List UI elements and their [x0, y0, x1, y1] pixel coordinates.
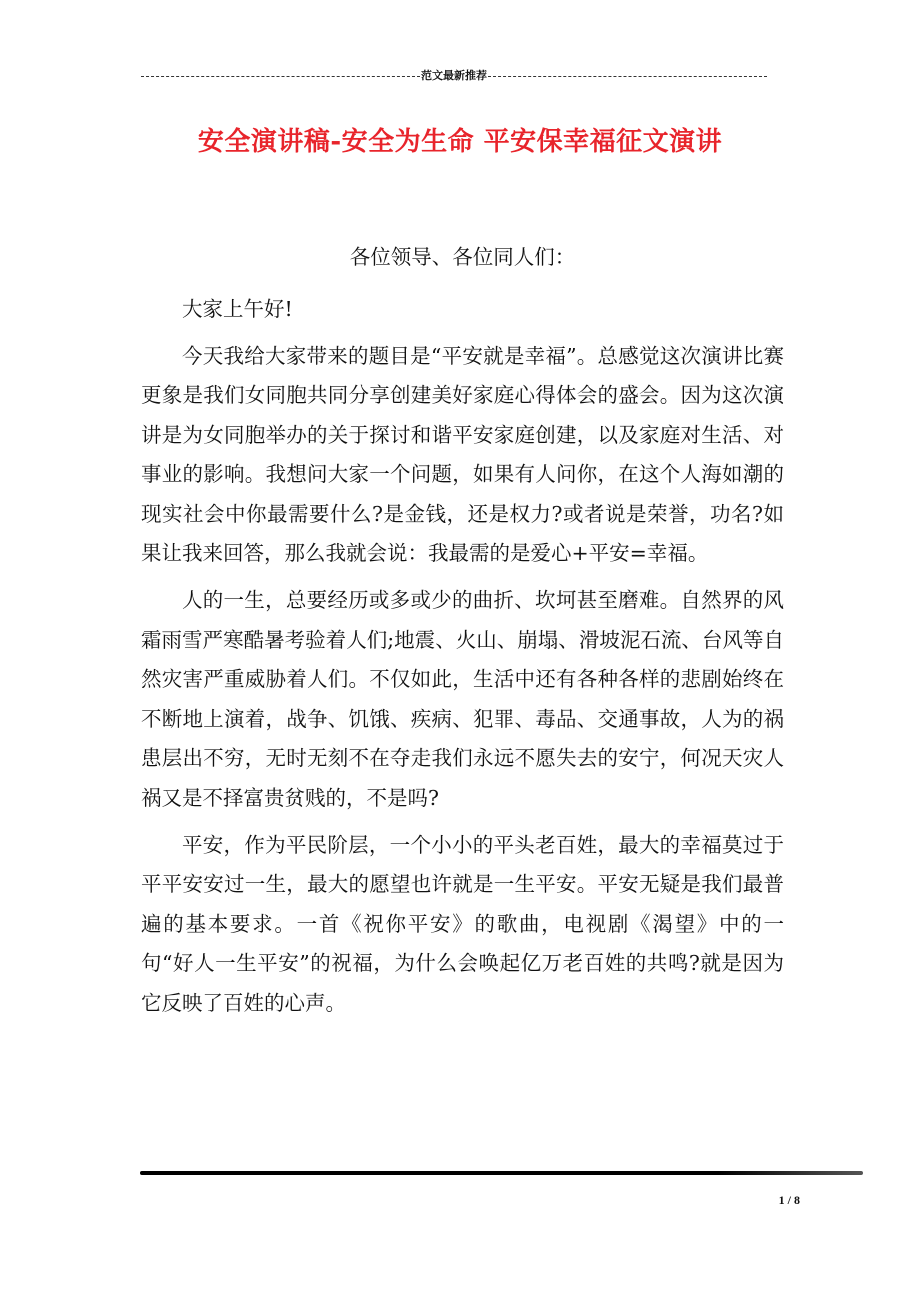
paragraph-salutation: 大家上午好!	[182, 296, 293, 321]
paragraph-peace: 平安，作为平民阶层，一个小小的平头老百姓，最大的幸福莫过于平平安安过一生，最大的愿望也许就是一生平安。平安无疑是我们最普遍的基本要求。一首《祝你平安》的歌曲，电视剧《渴望》中的一句“好人一生平安”的祝福，为什么会唤起亿万老百姓的共鸣?就是因为它反映了百姓的心声。	[141, 832, 784, 1015]
greeting: 各位领导、各位同人们：	[349, 245, 576, 269]
page-header	[140, 68, 768, 84]
document-body	[141, 238, 784, 1031]
page-number: 1 / 8	[778, 1193, 800, 1207]
paragraph-hardships: 人的一生，总要经历或多或少的曲折、坎坷甚至磨难。自然界的风霜雨雪严寒酷暑考验着人们;地震、火山、崩塌、滑坡泥石流、台风等自然灾害严重威胁着人们。不仅如此，生活中还有各种各样的悲剧始终在不断地上演着，战争、饥饿、疾病、犯罪、毒品、交通事故，人为的祸患层出不穷，无时无刻不在夺走我们永远不愿失去的安宁，何况天灾人祸又是不择富贵贫贱的，不是吗?	[141, 588, 784, 810]
header-label: 范文最新推荐	[421, 69, 487, 82]
header-dash-left	[141, 76, 420, 77]
paragraph-intro: 今天我给大家带来的题目是“平安就是幸福”。总感觉这次演讲比赛更象是我们女同胞共同分享创建美好家庭心得体会的盛会。因为这次演讲是为女同胞举办的关于探讨和谐平安家庭创建，以及家庭对生活、对事业的影响。我想问大家一个问题，如果有人问你，在这个人海如潮的现实社会中你最需要什么?是金钱，还是权力?或者说是荣誉，功名?如果让我来回答，那么我就会说：我最需的是爱心+平安=幸福。	[141, 343, 784, 565]
document-title: 安全演讲稿-安全为生命 平安保幸福征文演讲	[197, 127, 723, 157]
header-dash-right	[488, 76, 767, 77]
footer-rule	[140, 1171, 863, 1175]
